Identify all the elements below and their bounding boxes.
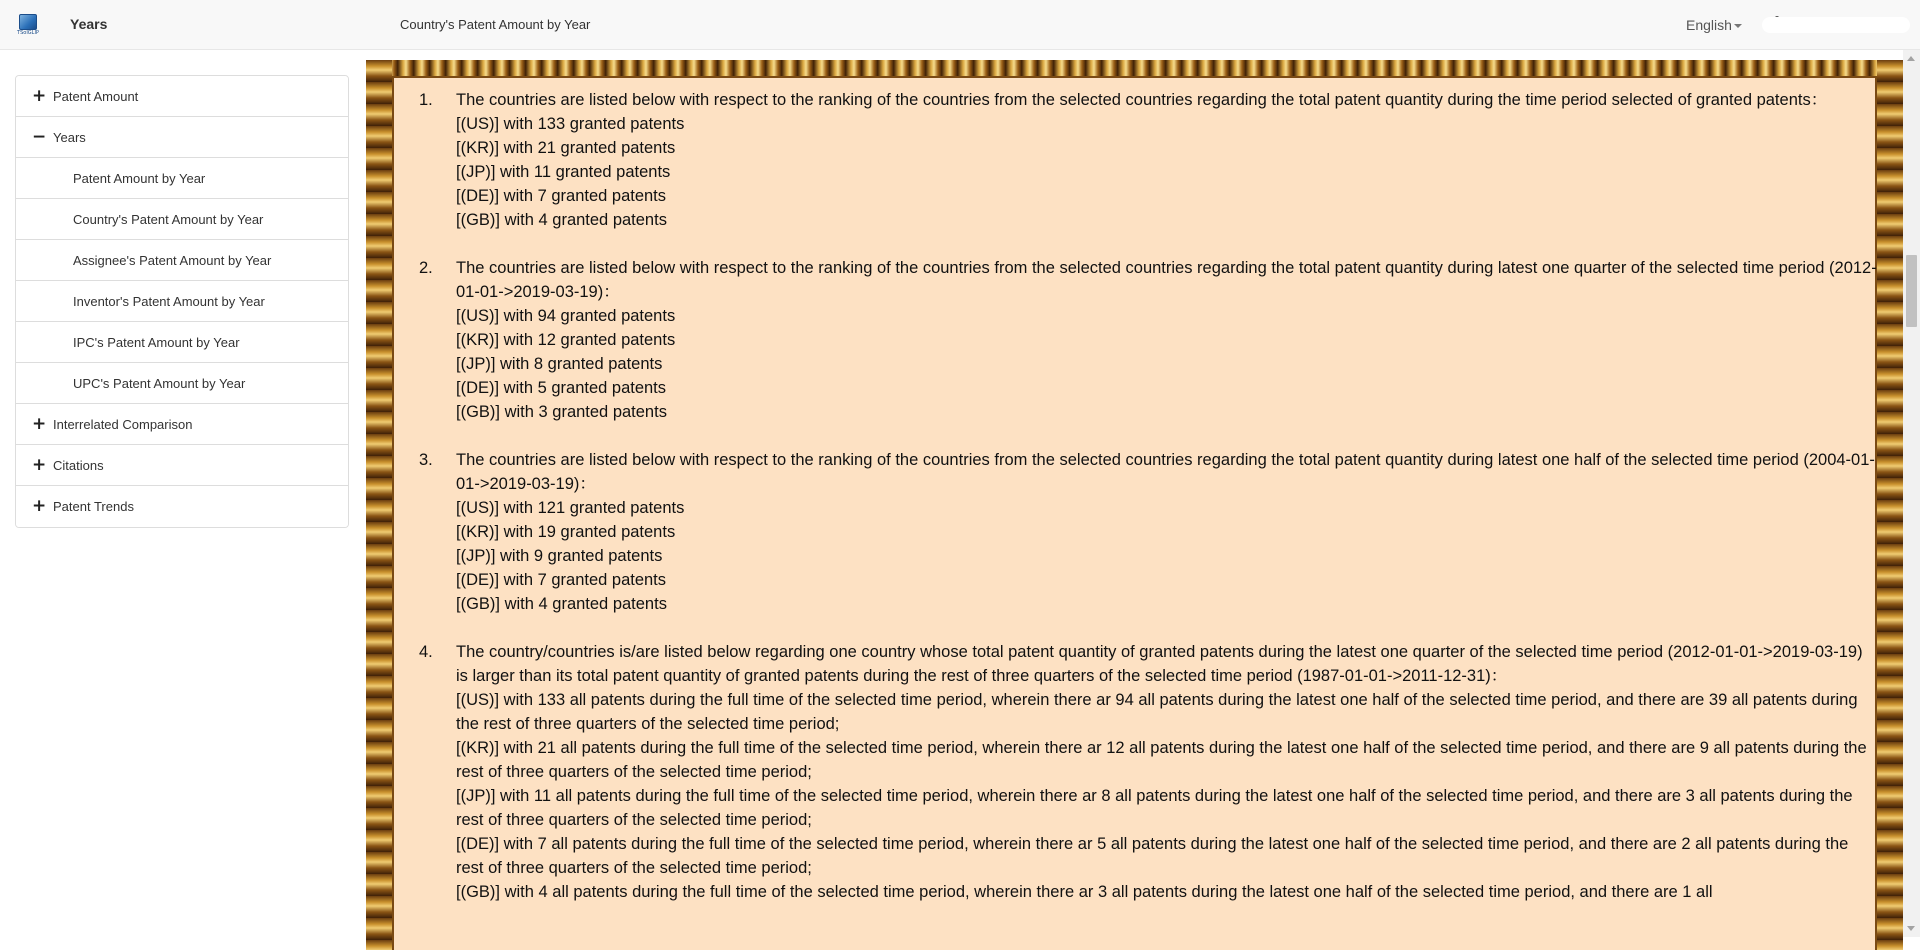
sidebar-item-interrelated-comparison[interactable] [16, 404, 348, 445]
item-intro: The countries are listed below with respect to the ranking of the countries from the selected countries regarding the total patent quantity during latest one quarter of the selected time period (2012-01-01->2019-03-19)： [456, 259, 1877, 301]
ornate-frame [366, 60, 1903, 950]
sidebar-item-years[interactable] [16, 117, 348, 158]
plus-icon: + [32, 455, 47, 475]
sidebar-item-label: Years [53, 130, 86, 145]
report-item-2 [419, 256, 1879, 424]
navbar-brand[interactable]: Years [70, 16, 108, 32]
frame-left-border [366, 60, 392, 950]
item-number: 1. [419, 91, 433, 109]
result-line: [(JP)] with 11 granted patents [456, 163, 671, 181]
sidebar-item-label: Citations [53, 458, 104, 473]
item-number: 4. [419, 643, 433, 661]
frame-right-border [1877, 60, 1903, 950]
language-label: English [1686, 17, 1732, 33]
search-input[interactable] [1762, 17, 1910, 33]
sidebar-item-patent-amount[interactable] [16, 76, 348, 117]
report-item-1 [419, 88, 1879, 232]
scroll-down-arrow-icon[interactable] [1907, 926, 1915, 931]
item-intro: The countries are listed below with respect to the ranking of the countries from the selected countries regarding the total patent quantity during latest one half of the selected time period (2004-01-01->2019-03-19)： [456, 451, 1875, 493]
result-line: [(JP)] with 9 granted patents [456, 547, 663, 565]
sidebar-menu [15, 75, 349, 528]
item-intro: The countries are listed below with respect to the ranking of the countries from the selected countries regarding the total patent quantity during the time period selected of granted patents： [456, 91, 1828, 109]
sidebar-subitem-upc-patent-amount-by-year[interactable] [16, 363, 348, 404]
result-line: [(KR)] with 21 granted patents [456, 139, 676, 157]
report-list [419, 88, 1879, 928]
sidebar-subitem-country-patent-amount-by-year[interactable] [16, 199, 348, 240]
result-line: [(DE)] with 7 granted patents [456, 571, 667, 589]
sidebar-item-label: Patent Amount [53, 89, 139, 104]
site-logo[interactable] [15, 14, 41, 40]
result-line: [(US)] with 94 granted patents [456, 307, 676, 325]
item-number: 2. [419, 259, 433, 277]
sidebar-item-label: Patent Trends [53, 499, 134, 514]
logo-icon [19, 14, 37, 30]
sidebar-item-label: IPC's Patent Amount by Year [73, 335, 240, 350]
sidebar-item-label: Interrelated Comparison [53, 417, 193, 432]
sidebar-item-label: Patent Amount by Year [73, 171, 206, 186]
scroll-up-arrow-icon[interactable] [1907, 56, 1915, 61]
report-panel [392, 76, 1877, 950]
language-dropdown[interactable] [1686, 17, 1742, 33]
result-line: [(US)] with 121 granted patents [456, 499, 685, 517]
plus-icon: + [32, 86, 47, 106]
result-line: [(US)] with 133 all patents during the full time of the selected time period, wherein there ar 94 all patents during the latest one half of the selected time period, and there are 39 all patents during the rest of three quarters of the selected time period; [456, 691, 1858, 733]
result-line: [(GB)] with 4 granted patents [456, 595, 667, 613]
result-line: [(KR)] with 19 granted patents [456, 523, 676, 541]
sidebar-item-label: Inventor's Patent Amount by Year [73, 294, 265, 309]
result-line: [(DE)] with 7 granted patents [456, 187, 667, 205]
caret-down-icon [1734, 24, 1742, 28]
result-line: [(GB)] with 4 all patents during the full time of the selected time period, wherein there ar 3 all patents during the latest one half of the selected time period, and there are 1 all [456, 883, 1713, 901]
sidebar-subitem-assignee-patent-amount-by-year[interactable] [16, 240, 348, 281]
item-intro: The country/countries is/are listed below regarding one country whose total patent quantity of granted patents during the latest one quarter of the selected time period (2012-01-01->2019-03-19) is larger than its total patent quantity of granted patents during the rest of three quarters of the selected time period (1987-01-01->2011-12-31)： [456, 643, 1863, 685]
result-line: [(GB)] with 4 granted patents [456, 211, 667, 229]
sidebar-item-label: Assignee's Patent Amount by Year [73, 253, 272, 268]
page-scrollbar[interactable] [1903, 50, 1920, 937]
result-line: [(GB)] with 3 granted patents [456, 403, 667, 421]
sidebar-subitem-inventor-patent-amount-by-year[interactable] [16, 281, 348, 322]
minus-icon: − [32, 127, 47, 147]
plus-icon: + [32, 414, 47, 434]
sidebar-item-citations[interactable] [16, 445, 348, 486]
sidebar-item-patent-trends[interactable] [16, 486, 348, 527]
sidebar-item-label: Country's Patent Amount by Year [73, 212, 264, 227]
result-line: [(JP)] with 11 all patents during the full time of the selected time period, wherein there ar 8 all patents during the latest one half of the selected time period, and there are 3 all patents during the rest of three quarters of the selected time period; [456, 787, 1853, 829]
top-navbar [0, 0, 1920, 50]
result-line: [(US)] with 133 granted patents [456, 115, 685, 133]
item-number: 3. [419, 451, 433, 469]
page-title: Country's Patent Amount by Year [400, 17, 591, 32]
result-line: [(KR)] with 21 all patents during the full time of the selected time period, wherein there ar 12 all patents during the latest one half of the selected time period, and there are 9 all patents during the rest of three quarters of the selected time period; [456, 739, 1867, 781]
logo-text: TSoIGLIP [17, 30, 39, 36]
result-line: [(KR)] with 12 granted patents [456, 331, 676, 349]
plus-icon: + [32, 496, 47, 516]
result-line: [(JP)] with 8 granted patents [456, 355, 663, 373]
sidebar-subitem-ipc-patent-amount-by-year[interactable] [16, 322, 348, 363]
result-line: [(DE)] with 5 granted patents [456, 379, 667, 397]
frame-top-border [366, 60, 1903, 76]
sidebar-item-label: UPC's Patent Amount by Year [73, 376, 246, 391]
result-line: [(DE)] with 7 all patents during the full time of the selected time period, wherein there ar 5 all patents during the latest one half of the selected time period, and there are 2 all patents during the rest of three quarters of the selected time period; [456, 835, 1849, 877]
sidebar-subitem-patent-amount-by-year[interactable] [16, 158, 348, 199]
report-item-4 [419, 640, 1879, 904]
scrollbar-thumb[interactable] [1906, 255, 1917, 327]
report-item-3 [419, 448, 1879, 616]
